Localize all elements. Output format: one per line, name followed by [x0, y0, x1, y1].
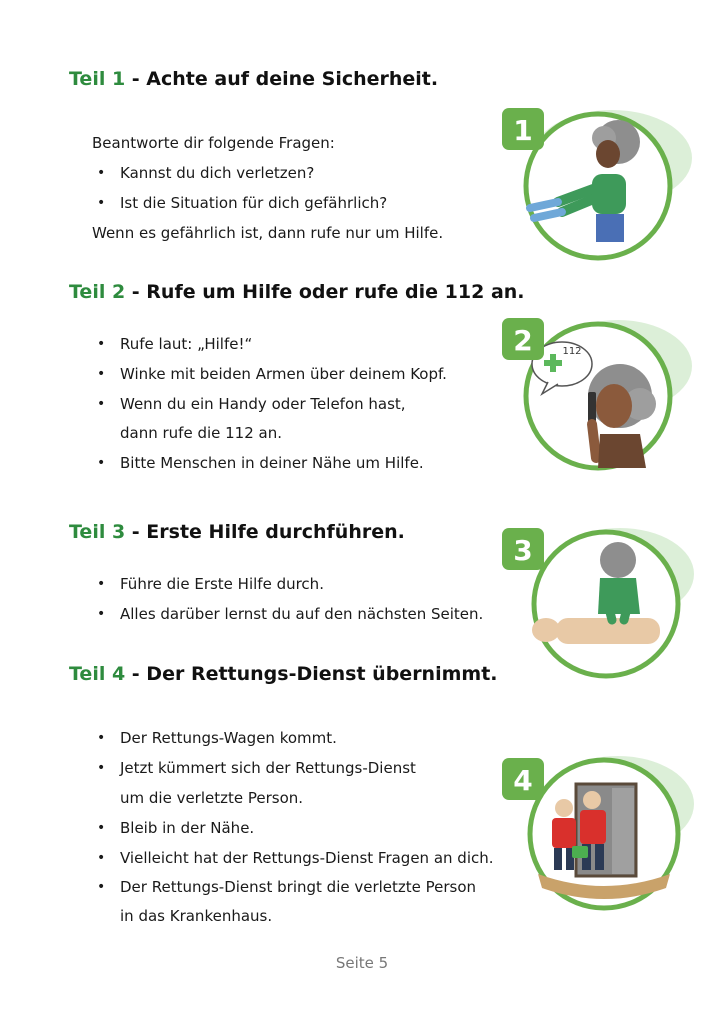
section-1-part: Teil 1	[69, 68, 126, 90]
section-2-item: Rufe laut: „Hilfe!“	[120, 335, 253, 353]
section-4-part: Teil 4	[69, 663, 126, 685]
section-1-item: Kannst du dich verletzen?	[120, 164, 315, 182]
section-4-title	[69, 663, 498, 685]
section-2-item: Winke mit beiden Armen über deinem Kopf.	[120, 365, 447, 383]
bullet: •	[97, 606, 106, 622]
section-3-heading: - Erste Hilfe durchführen.	[125, 521, 405, 543]
bullet: •	[97, 820, 106, 836]
section-1-heading: - Achte auf deine Sicherheit.	[125, 68, 439, 90]
section-4-item: Jetzt kümmert sich der Rettungs-Dienst	[120, 759, 416, 777]
section-2-heading: - Rufe um Hilfe oder rufe die 112 an.	[125, 281, 525, 303]
bullet: •	[97, 165, 106, 181]
section-1-item: Ist die Situation für dich gefährlich?	[120, 194, 388, 212]
bullet: •	[97, 850, 106, 866]
section-2-item-continued: dann rufe die 112 an.	[120, 424, 282, 442]
section-3-item: Führe die Erste Hilfe durch.	[120, 575, 324, 593]
bullet: •	[97, 730, 106, 746]
section-3-title	[69, 521, 405, 543]
section-4-item: Der Rettungs-Dienst bringt die verletzte Person	[120, 878, 477, 896]
section-2-part: Teil 2	[69, 281, 126, 303]
badge-2: 2	[513, 324, 533, 357]
bubble-112: 112	[562, 346, 582, 357]
phone-call-illustration	[500, 308, 700, 476]
badge-1: 1	[513, 114, 533, 147]
section-4-item: Der Rettungs-Wagen kommt.	[120, 729, 337, 747]
section-1-title	[69, 68, 438, 90]
section-1-outro: Wenn es gefährlich ist, dann rufe nur um Hilfe.	[92, 224, 444, 242]
section-3-part: Teil 3	[69, 521, 126, 543]
section-3-item: Alles darüber lernst du auf den nächsten Seiten.	[120, 605, 484, 623]
bullet: •	[97, 576, 106, 592]
section-4-item: Vielleicht hat der Rettungs-Dienst Fragen an dich.	[120, 849, 494, 867]
page-number: Seite 5	[335, 954, 389, 972]
section-4-item: Bleib in der Nähe.	[120, 819, 255, 837]
gloves-illustration	[500, 98, 700, 268]
paramedics-illustration	[500, 748, 700, 918]
badge-4: 4	[513, 764, 533, 797]
bullet: •	[97, 760, 106, 776]
section-4-heading: - Der Rettungs-Dienst übernimmt.	[125, 663, 498, 685]
cpr-illustration	[500, 518, 710, 684]
section-1-intro: Beantworte dir folgende Fragen:	[92, 134, 335, 152]
bullet: •	[97, 879, 106, 895]
section-4-item-continued: in das Krankenhaus.	[120, 907, 273, 925]
section-4-item-continued: um die verletzte Person.	[120, 789, 304, 807]
bullet: •	[97, 336, 106, 352]
bullet: •	[97, 366, 106, 382]
bullet: •	[97, 195, 106, 211]
bullet: •	[97, 455, 106, 471]
section-2-item: Bitte Menschen in deiner Nähe um Hilfe.	[120, 454, 424, 472]
badge-3: 3	[513, 534, 533, 567]
bullet: •	[97, 396, 106, 412]
section-2-title	[69, 281, 525, 303]
section-2-item: Wenn du ein Handy oder Telefon hast,	[120, 395, 406, 413]
